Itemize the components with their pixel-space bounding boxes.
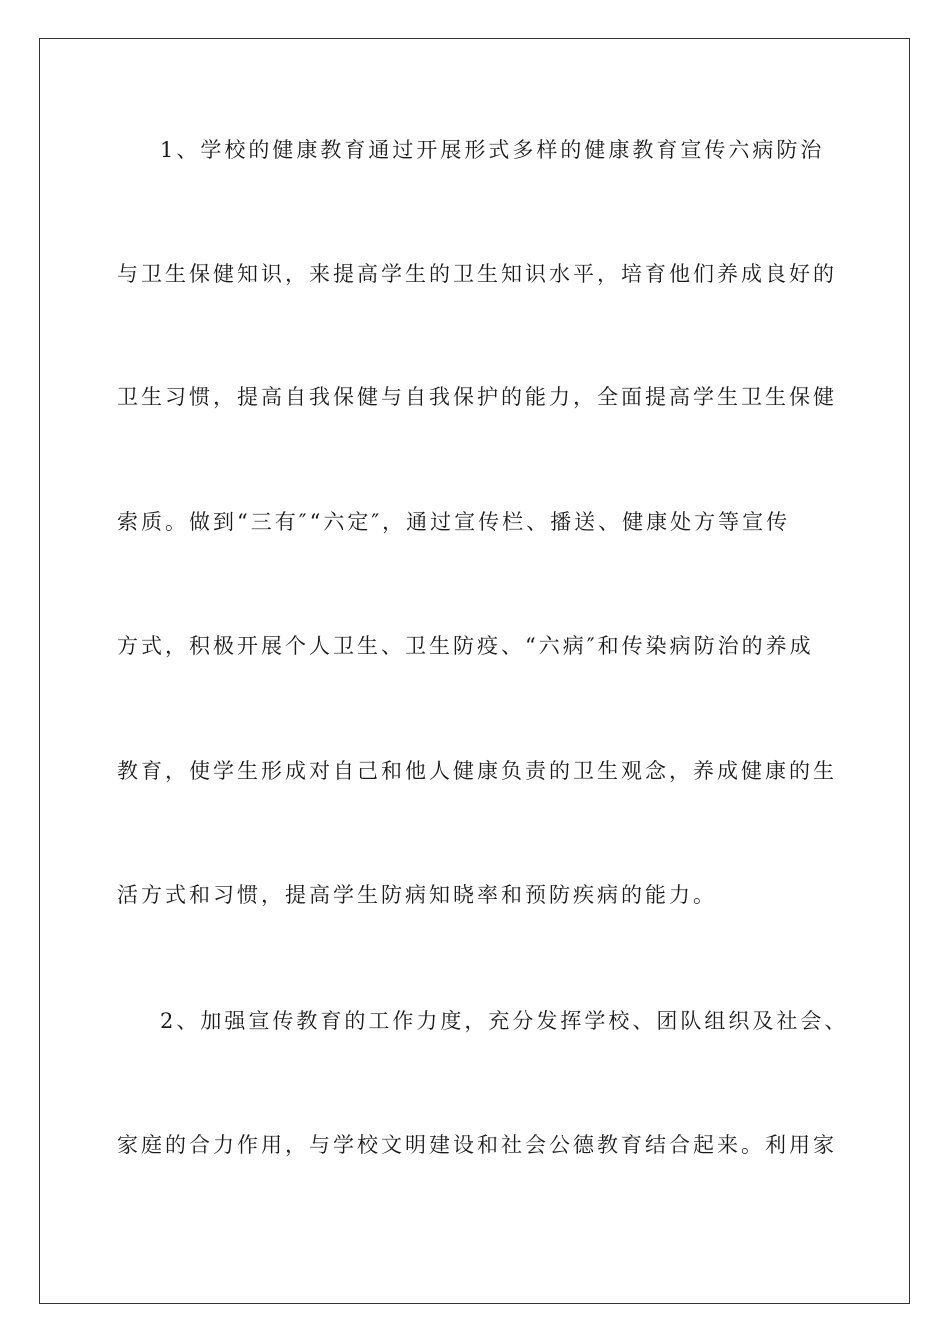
- paragraph-1-line-4: 索质。做到“三有″“六定″，通过宣传栏、播送、健康处方等宣传: [117, 510, 791, 534]
- paragraph-1-line-2: 与卫生保健知识，来提高学生的卫生知识水平，培育他们养成良好的: [117, 262, 837, 286]
- paragraph-1-line-6: 教育，使学生形成对自己和他人健康负责的卫生观念，养成健康的生: [117, 759, 837, 783]
- paragraph-1-line-3: 卫生习惯，提高自我保健与自我保护的能力，全面提高学生卫生保健: [117, 385, 837, 409]
- paragraph-1-line-5: 方式，积极开展个人卫生、卫生防疫、“六病″和传染病防治的养成: [117, 634, 814, 658]
- paragraph-1-line-1: 1、学校的健康教育通过开展形式多样的健康教育宣传六病防治: [160, 138, 825, 162]
- paragraph-1-line-7: 活方式和习惯，提高学生防病知晓率和预防疾病的能力。: [117, 883, 717, 907]
- paragraph-2-line-1: 2、加强宣传教育的工作力度，充分发挥学校、团队组织及社会、: [160, 1009, 849, 1033]
- page-border: [39, 38, 910, 1304]
- paragraph-2-line-2: 家庭的合力作用，与学校文明建设和社会公德教育结合起来。利用家: [117, 1133, 837, 1157]
